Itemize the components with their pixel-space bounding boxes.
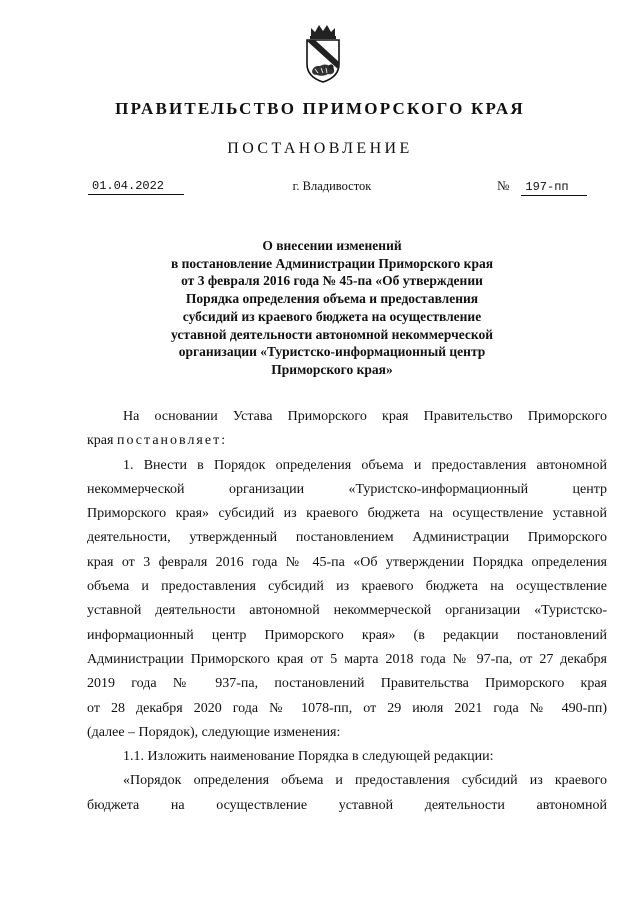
document-type: ПОСТАНОВЛЕНИЕ xyxy=(227,140,413,157)
paragraph-line: Администрации Приморского края от 5 марта 2018 года № 97-па, от 27 декабря xyxy=(87,651,607,667)
document-city: г. Владивосток xyxy=(292,179,372,193)
paragraph-line: 1.1. Изложить наименование Порядка в следующей редакции: xyxy=(123,749,494,765)
document-body xyxy=(87,405,607,818)
paragraph-line xyxy=(87,429,607,453)
paragraph-line: 2019 года № 937-па, постановлений Правительства Приморского края xyxy=(87,676,607,692)
subject-line: субсидий из краевого бюджета на осуществление xyxy=(182,308,482,324)
government-title: ПРАВИТЕЛЬСТВО ПРИМОРСКОГО КРАЯ xyxy=(115,99,525,118)
subject-line: О внесении изменений xyxy=(262,238,402,253)
paragraph-line: бюджета на осуществление уставной деятельности автономной xyxy=(87,797,607,813)
subject-line: от 3 февраля 2016 года № 45-па «Об утверждении xyxy=(181,273,483,289)
paragraph-line: края от 3 февраля 2016 года № 45-па «Об утверждении Порядка определения xyxy=(87,554,607,570)
coat-of-arms-icon xyxy=(298,22,348,84)
paragraph-line: деятельности, утвержденный постановлением Администрации Приморского xyxy=(87,530,607,546)
subject-line: в постановление Администрации Приморского края xyxy=(170,255,494,271)
number-value: 197-пп xyxy=(521,180,587,196)
paragraph-line: уставной деятельности автономной некоммерческой организации «Туристско- xyxy=(87,603,607,619)
paragraph-line: объема и предоставления субсидий из краевого бюджета на осуществление xyxy=(87,579,607,595)
document-date: 01.04.2022 xyxy=(88,179,184,195)
subject-line: организации «Туристско-информационный центр xyxy=(178,344,486,360)
paragraph-line: информационный центр Приморского края» (в редакции постановлений xyxy=(87,627,607,643)
paragraph-line: На основании Устава Приморского края Правительство Приморского xyxy=(123,409,607,424)
subject-line: уставной деятельности автономной некоммерческой xyxy=(171,326,493,342)
word-kraya: края xyxy=(87,433,114,449)
paragraph-line: от 28 декабря 2020 года № 1078-пп, от 29 июля 2021 года № 490-пп) xyxy=(87,700,607,716)
document-number xyxy=(497,178,587,196)
subject-line: Приморского края» xyxy=(271,361,393,377)
paragraph-line: (далее – Порядок), следующие изменения: xyxy=(87,724,341,740)
paragraph-line: 1. Внести в Порядок определения объема и предоставления автономной xyxy=(123,457,607,473)
word-postanovlyaet: постановляет: xyxy=(116,433,228,449)
paragraph-line: Приморского края» субсидий из краевого бюджета на осуществление уставной xyxy=(87,506,607,522)
paragraph-line: некоммерческой организации «Туристско-информационный центр xyxy=(87,481,607,497)
paragraph-line: «Порядок определения объема и предоставления субсидий из краевого xyxy=(123,773,607,789)
document-subject xyxy=(0,237,640,379)
subject-line: Порядка определения объема и предоставления xyxy=(185,291,479,307)
number-sign: № xyxy=(497,178,510,193)
